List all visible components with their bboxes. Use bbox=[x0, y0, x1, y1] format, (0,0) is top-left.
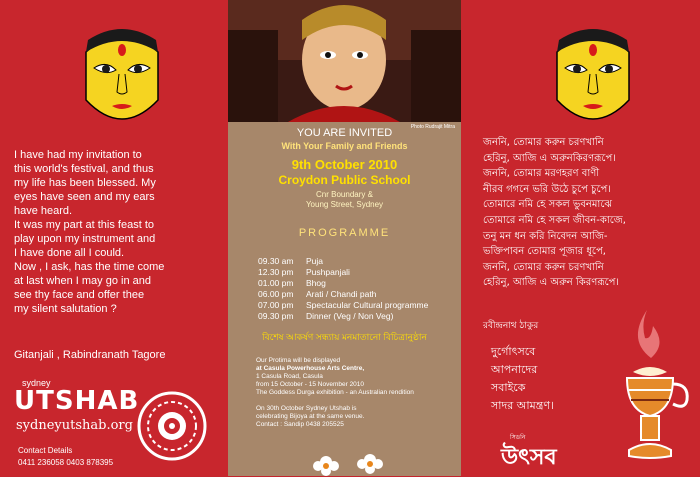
info-line: Contact : Sandip 0438 205525 bbox=[256, 421, 344, 428]
schedule-event: Puja bbox=[306, 256, 324, 266]
poem-line: at last when I may go in and bbox=[14, 275, 151, 287]
programme-schedule bbox=[258, 256, 456, 322]
venue-address bbox=[228, 190, 461, 210]
center-panel bbox=[228, 0, 461, 476]
durga-face-image bbox=[543, 22, 643, 134]
poem-line: this world's festival, and thus bbox=[14, 163, 154, 175]
schedule-event: Arati / Chandi path bbox=[306, 289, 377, 299]
schedule-time: 06.00 pm bbox=[258, 289, 294, 299]
address-line: Young Street, Sydney bbox=[305, 200, 384, 209]
exhibition-info bbox=[256, 357, 446, 429]
poem-line: my silent salutation ? bbox=[14, 303, 117, 315]
greeting-line: দুর্গোৎসবে bbox=[491, 345, 536, 358]
event-venue: Croydon Public School bbox=[278, 173, 411, 187]
poem-line: eyes have seen and my ears bbox=[14, 191, 155, 203]
utsab-logo: উৎসব bbox=[501, 445, 557, 470]
poem-signature: Gitanjali , Rabindranath Tagore bbox=[14, 349, 166, 361]
mandala-icon bbox=[136, 390, 208, 462]
utsab-logo-small-text: সিডনি bbox=[510, 435, 526, 441]
greeting-line: আপনাদের bbox=[491, 363, 538, 376]
greeting-line: সবাইকে bbox=[491, 381, 526, 394]
schedule-event: Bhog bbox=[306, 278, 326, 288]
poem-line: It was my part at this feast to bbox=[14, 219, 154, 231]
info-line: from 15 October - 15 November 2010 bbox=[256, 381, 365, 388]
gitanjali-poem bbox=[14, 148, 220, 316]
poem-signature: রবীন্দ্রনাথ ঠাকুর bbox=[483, 321, 539, 331]
with-family-text: With Your Family and Friends bbox=[281, 141, 408, 151]
schedule-row bbox=[258, 267, 456, 278]
poem-line: তনু মন ধন করি নিবেদন আজি- bbox=[483, 230, 608, 242]
info-line: 1 Casula Road, Casula bbox=[256, 373, 323, 380]
durga-idol-photo bbox=[228, 0, 461, 122]
info-line: celebrating Bijoya at the same venue. bbox=[256, 413, 365, 420]
utshab-logo: UTSHAB bbox=[14, 386, 140, 416]
schedule-row bbox=[258, 289, 456, 300]
puja-greeting bbox=[491, 343, 554, 415]
contact-title: Contact Details bbox=[18, 446, 73, 455]
schedule-event: Dinner (Veg / Non Veg) bbox=[306, 311, 394, 321]
photo-credit: Photo Rudrajit Mitra bbox=[410, 124, 455, 130]
schedule-event: Spectacular Cultural programme bbox=[306, 300, 429, 310]
schedule-row bbox=[258, 300, 456, 311]
schedule-row bbox=[258, 256, 456, 267]
website-link[interactable]: sydneyutshab.org bbox=[16, 418, 133, 433]
tagore-poem-bengali bbox=[483, 135, 693, 291]
poem-line: জননি, তোমার করুন চরণখানি bbox=[483, 261, 604, 273]
poem-line: তোমারে নমি হে সকল জীবন-কাজে, bbox=[483, 214, 626, 226]
poem-line: see thy face and offer thee bbox=[14, 289, 145, 301]
left-panel bbox=[0, 0, 228, 476]
poem-line: have heard. bbox=[14, 205, 73, 217]
durga-face-image bbox=[72, 22, 172, 134]
poem-line: I have had my invitation to bbox=[14, 149, 142, 161]
poem-line: নীরব গগনে ভরি উঠে চুপে চুপে। bbox=[483, 183, 611, 195]
schedule-time: 12.30 pm bbox=[258, 267, 294, 277]
info-line: On 30th October Sydney Utshab is bbox=[256, 405, 357, 412]
event-date: 9th October 2010 bbox=[291, 157, 398, 172]
contact-numbers: 0411 236058 0403 878395 bbox=[18, 458, 114, 467]
poem-line: হেরিনু, আজি এ অরুনকিরণরূপে। bbox=[483, 152, 616, 164]
info-line: The Goddess Durga exhibition - an Australian rendition bbox=[256, 389, 414, 396]
address-line: Cnr Boundary & bbox=[316, 190, 373, 199]
schedule-time: 09.30 pm bbox=[258, 311, 294, 321]
flower-decoration-icon bbox=[308, 440, 398, 476]
info-line bbox=[256, 397, 446, 405]
poem-line: জননি, তোমার করুন চরণখানি bbox=[483, 137, 604, 148]
diya-lamp-icon bbox=[607, 300, 693, 470]
info-line: Our Protima will be displayed bbox=[256, 357, 341, 364]
special-attraction: বিশেষ আকর্ষণ সন্ধ্যায় মনমাতানো বিচিত্রানুষ্ঠান bbox=[262, 332, 427, 342]
poem-line: জননি, তোমার মরণহরণ বাণী bbox=[483, 168, 600, 180]
poem-line: তোমারে নমি হে সকল ভুবনমাঝে bbox=[483, 199, 612, 211]
info-line: at Casula Powerhouse Arts Centre, bbox=[256, 365, 365, 372]
poem-line: I have done all I could. bbox=[14, 247, 125, 259]
poem-line: হেরিনু, আজি এ অরুন কিরণরূপে। bbox=[483, 277, 619, 289]
logo-sydney-text: sydney bbox=[22, 378, 51, 388]
poem-line: Now , I ask, has the time come bbox=[14, 261, 165, 273]
invited-heading: YOU ARE INVITED bbox=[296, 127, 393, 139]
programme-heading: PROGRAMME bbox=[298, 227, 391, 239]
poem-line: play upon my instrument and bbox=[14, 233, 156, 245]
schedule-row bbox=[258, 311, 456, 322]
schedule-event: Pushpanjali bbox=[306, 267, 350, 277]
schedule-time: 09.30 am bbox=[258, 256, 294, 266]
poem-line: ভক্তিপাবন তোমার পূজার ধূপে, bbox=[483, 246, 606, 258]
schedule-row bbox=[258, 278, 456, 289]
right-panel bbox=[461, 0, 700, 476]
schedule-time: 01.00 pm bbox=[258, 278, 294, 288]
greeting-line: সাদর আমন্ত্রণ। bbox=[491, 399, 554, 412]
poem-line: my life has been blessed. My bbox=[14, 177, 156, 189]
schedule-time: 07.00 pm bbox=[258, 300, 294, 310]
